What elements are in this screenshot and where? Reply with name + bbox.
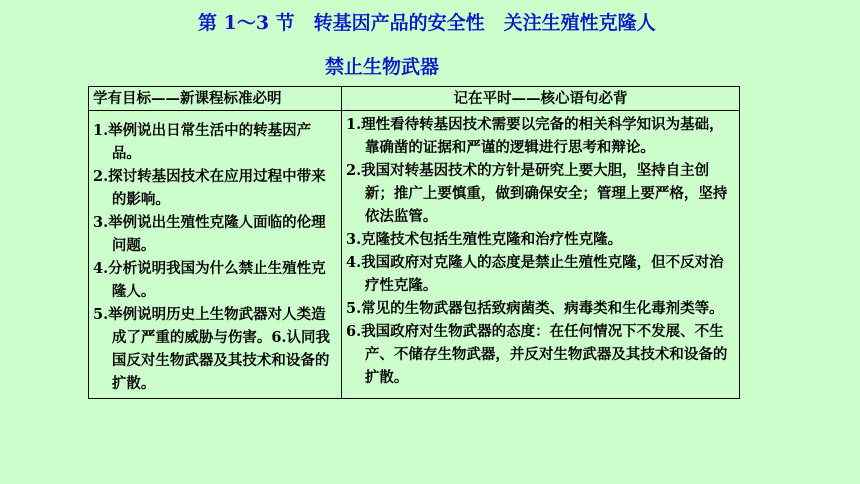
table-row	[89, 111, 740, 399]
list-item: 1.理性看待转基因技术需要以完备的相关科学知识为基础，靠确凿的证据和严谨的逻辑进行思考和辩论。	[346, 116, 724, 156]
list-item: 2.我国对转基因技术的方针是研究上要大胆，坚持自主创新；推广上要慎重，做到确保安全；管理上要严格，坚持依法监管。	[346, 162, 728, 225]
list-item: 2.探讨转基因技术在应用过程中带来的影响。	[93, 168, 326, 208]
list-item: 3.克隆技术包括生殖性克隆和治疗性克隆。	[346, 231, 623, 248]
list-item: 1.举例说出日常生活中的转基因产品。	[93, 122, 312, 162]
key-statements-cell	[342, 111, 740, 399]
list-item: 6.我国政府对生物武器的态度：在任何情况下不发展、不生产、不储存生物武器，并反对生物武器及其技术和设备的扩散。	[346, 323, 728, 386]
learning-objectives-table	[88, 86, 740, 399]
learning-goals-cell	[89, 111, 342, 399]
page-title: 第 1～3 节 转基因产品的安全性 关注生殖性克隆人	[198, 12, 656, 34]
page-subtitle: 禁止生物武器	[325, 56, 440, 78]
header-learning-goals: 学有目标——新课程标准必明	[89, 87, 342, 111]
header-key-statements: 记在平时——核心语句必背	[342, 87, 740, 111]
list-item: 5.举例说明历史上生物武器对人类造成了严重的威胁与伤害。6.认同我国反对生物武器及其技术和设备的扩散。	[93, 306, 330, 392]
list-item: 5.常见的生物武器包括致病菌类、病毒类和生化毒剂类等。	[346, 300, 724, 317]
table-header-row	[89, 87, 740, 111]
list-item: 4.分析说明我国为什么禁止生殖性克隆人。	[93, 260, 326, 300]
list-item: 3.举例说出生殖性克隆人面临的伦理问题。	[93, 214, 326, 254]
list-item: 4.我国政府对克隆人的态度是禁止生殖性克隆，但不反对治疗性克隆。	[346, 254, 724, 294]
